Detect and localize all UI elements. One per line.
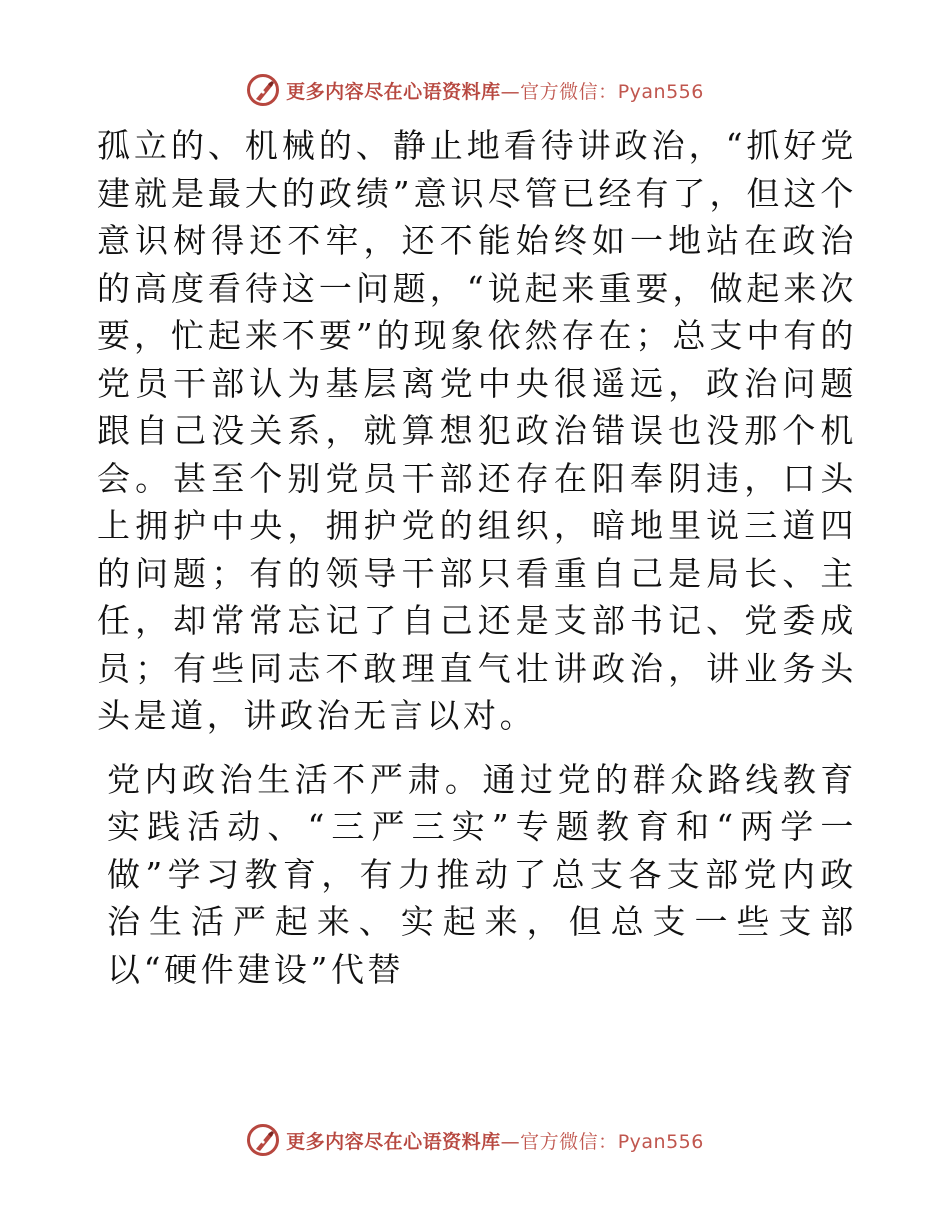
document-body — [97, 122, 857, 993]
header-banner — [0, 70, 950, 110]
paragraph-1: 孤立的、机械的、静止地看待讲政治，“抓好党建就是最大的政绩”意识尽管已经有了，但这个意识树得还不牢，还不能始终如一地站在政治的高度看待这一问题，“说起来重要，做起来次要，忙起来不要”的现象依然存在；总支中有的党员干部认为基层离党中央很遥远，政治问题跟自己没关系，就算想犯政治错误也没那个机会。甚至个别党员干部还存在阳奉阴违，口头上拥护中央，拥护党的组织，暗地里说三道四的问题；有的领导干部只看重自己是局长、主任，却常常忘记了自己还是支部书记、党委成员；有些同志不敢理直气壮讲政治，讲业务头头是道，讲政治无言以对。 — [97, 126, 857, 735]
pen-nib-circle-logo-icon — [246, 73, 280, 107]
paragraph-2: 党内政治生活不严肃。通过党的群众路线教育实践活动、“三严三实”专题教育和“两学一做”学习教育，有力推动了总支各支部党内政治生活严起来、实起来，但总支一些支部以“硬件建设”代替 — [107, 759, 857, 989]
header-dash: — — [500, 80, 521, 103]
header-brand-text: 更多内容尽在心语资料库 — [286, 80, 501, 103]
header-brand — [286, 77, 704, 104]
footer-wechat-id: Pyan556 — [617, 1130, 704, 1153]
footer-wechat-label: 官方微信： — [520, 1130, 618, 1153]
footer-dash: — — [500, 1130, 521, 1153]
pen-nib-circle-logo-icon — [246, 1123, 280, 1157]
footer-brand-text: 更多内容尽在心语资料库 — [286, 1130, 501, 1153]
footer-banner — [0, 1120, 950, 1160]
header-wechat-label: 官方微信： — [520, 80, 618, 103]
header-wechat-id: Pyan556 — [617, 80, 704, 103]
footer-brand — [286, 1127, 704, 1154]
